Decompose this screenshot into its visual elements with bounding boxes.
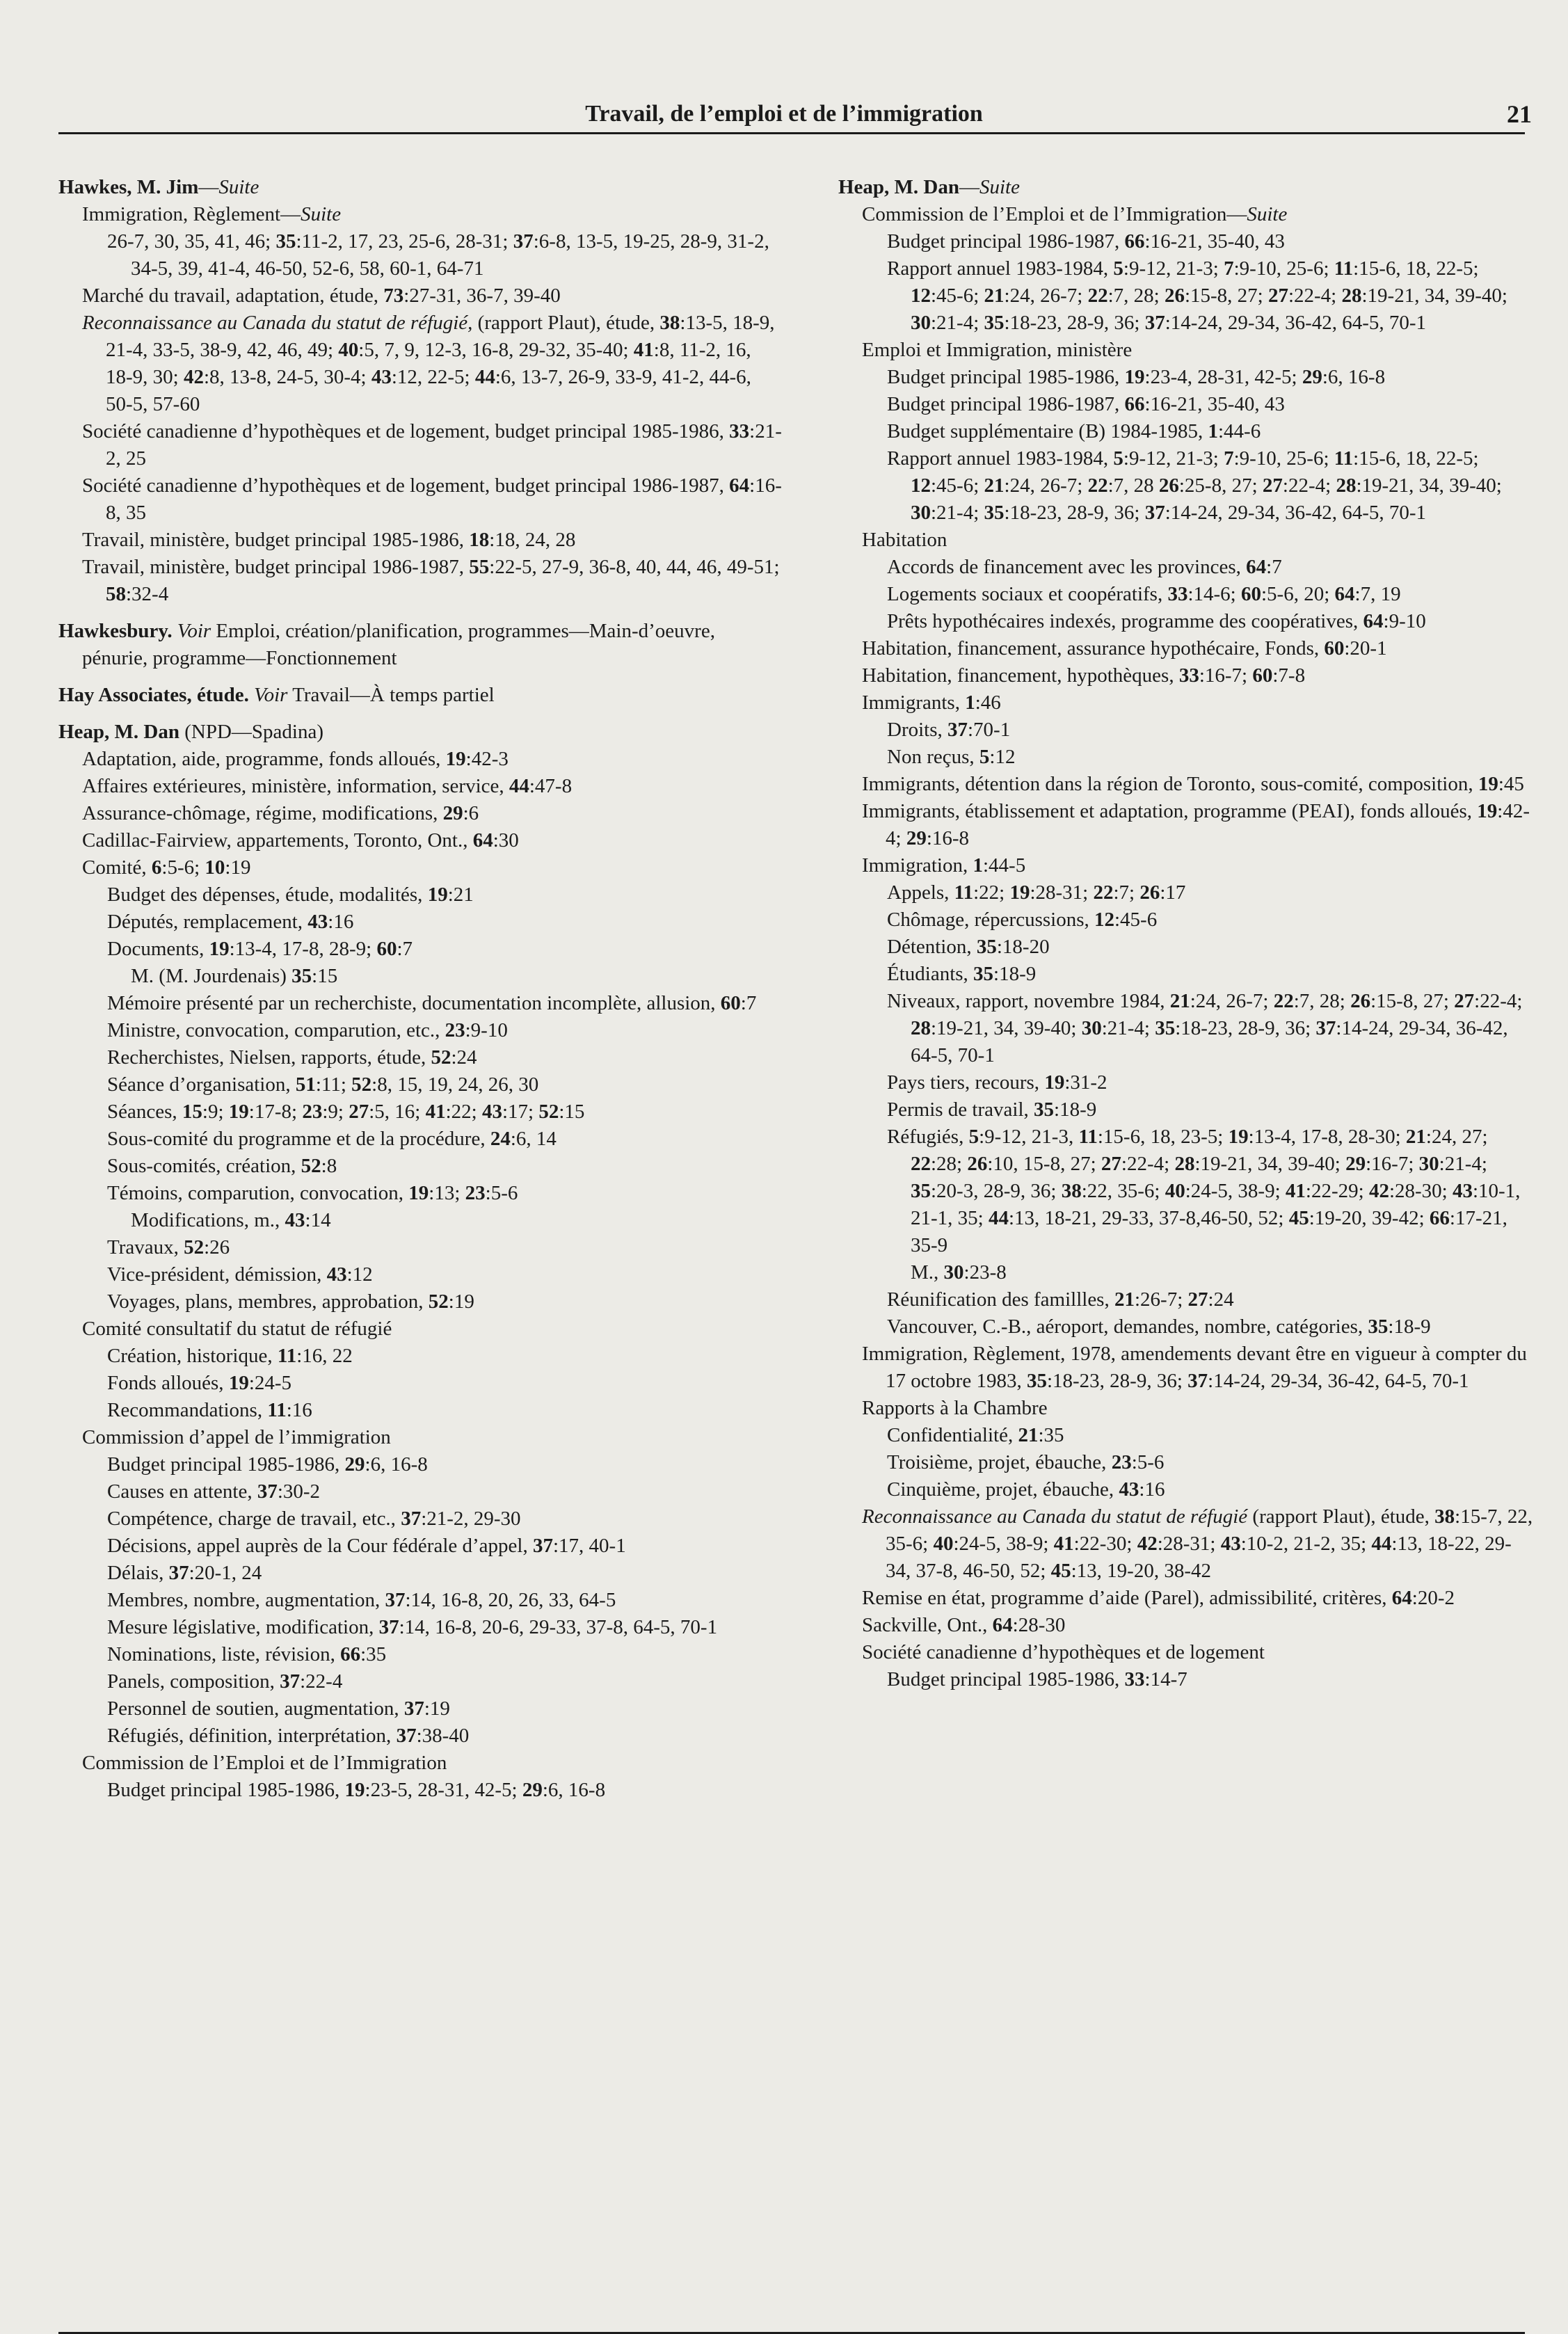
index-entry: Personnel de soutien, augmentation, 37:19 <box>107 1697 450 1720</box>
index-entry: Troisième, projet, ébauche, 23:5-6 <box>887 1451 1165 1473</box>
index-entry: Rapport annuel 1983-1984, 5:9-12, 21-3; 7:9-10, 25-6; 11:15-6, 18, 22-5; 12:45-6; 21:24, 26-7; 22:7, 28; 26:15-8, 27; 27:22-4; 28:19-21, 34, 39-40; 30:21-4; 35:18-23, 28-9, 36; 37:14-24, 29-34, 36-42, 64-5, 70-1 <box>887 257 1513 334</box>
index-entry: Sackville, Ont., 64:28-30 <box>862 1614 1066 1636</box>
running-header-title: Travail, de l’emploi et de l’immigration <box>585 101 983 127</box>
index-entry: Habitation <box>862 529 947 551</box>
index-entry: Habitation, financement, assurance hypothécaire, Fonds, 60:20-1 <box>862 637 1387 660</box>
index-entry: Commission de l’Emploi et de l’Immigration—Suite <box>862 203 1288 225</box>
index-entry: Vice-président, démission, 43:12 <box>107 1263 373 1286</box>
index-entry: Logements sociaux et coopératifs, 33:14-6; 60:5-6, 20; 64:7, 19 <box>887 583 1401 605</box>
index-entry: Société canadienne d’hypothèques et de logement <box>862 1641 1265 1663</box>
index-entry: Budget des dépenses, étude, modalités, 19:21 <box>107 884 474 906</box>
index-entry: Immigrants, 1:46 <box>862 692 1001 714</box>
index-heading: Hay Associates, étude. Voir Travail—À temps partiel <box>58 684 495 706</box>
index-entry: Panels, composition, 37:22-4 <box>107 1670 343 1693</box>
index-entry: Non reçus, 5:12 <box>887 746 1016 768</box>
index-entry: M. (M. Jourdenais) 35:15 <box>131 965 338 987</box>
index-entry: Séances, 15:9; 19:17-8; 23:9; 27:5, 16; 41:22; 43:17; 52:15 <box>107 1101 585 1123</box>
index-entry: Société canadienne d’hypothèques et de logement, budget principal 1985-1986, 33:21-2, 25 <box>82 420 782 470</box>
index-heading: Heap, M. Dan (NPD—Spadina) <box>58 721 324 743</box>
index-column-left <box>58 174 785 1804</box>
index-entry: Budget principal 1986-1987, 66:16-21, 35-40, 43 <box>887 393 1285 415</box>
index-entry: Séance d’organisation, 51:11; 52:8, 15, 19, 24, 26, 30 <box>107 1073 539 1096</box>
index-entry: Réfugiés, 5:9-12, 21-3, 11:15-6, 18, 23-5; 19:13-4, 17-8, 28-30; 21:24, 27; 22:28; 26:10, 15-8, 27; 27:22-4; 28:19-21, 34, 39-40; 29:16-7; 30:21-4; 35:20-3, 28-9, 36; 38:22, 35-6; 40:24-5, 38-9; 41:22-29; 42:28-30; 43:10-1, 21-1, 35; 44:13, 18-21, 29-33, 37-8,46-50, 52; 45:19-20, 39-42; 66:17-21, 35-9 <box>887 1126 1526 1256</box>
index-entry: Droits, 37:70-1 <box>887 719 1011 741</box>
index-entry: Immigrants, établissement et adaptation, programme (PEAI), fonds alloués, 19:42-4; 29:16-8 <box>862 800 1530 849</box>
index-entry: Permis de travail, 35:18-9 <box>887 1098 1097 1121</box>
index-entry: Recommandations, 11:16 <box>107 1399 312 1421</box>
index-entry: Réfugiés, définition, interprétation, 37:38-40 <box>107 1725 470 1747</box>
index-entry: Budget supplémentaire (B) 1984-1985, 1:44-6 <box>887 420 1261 442</box>
header-rule <box>58 132 1525 134</box>
index-entry: Immigration, Règlement, 1978, amendements devant être en vigueur à compter du 17 octobre 1983, 35:18-23, 28-9, 36; 37:14-24, 29-34, 36-42, 64-5, 70-1 <box>862 1343 1533 1392</box>
index-entry: Documents, 19:13-4, 17-8, 28-9; 60:7 <box>107 938 413 960</box>
index-entry: Assurance-chômage, régime, modifications, 29:6 <box>82 802 479 824</box>
index-entry: Vancouver, C.-B., aéroport, demandes, nombre, catégories, 35:18-9 <box>887 1316 1431 1338</box>
index-entry: Niveaux, rapport, novembre 1984, 21:24, 26-7; 22:7, 28; 26:15-8, 27; 27:22-4; 28:19-21, 34, 39-40; 30:21-4; 35:18-23, 28-9, 36; 37:14-24, 29-34, 36-42, 64-5, 70-1 <box>887 990 1528 1066</box>
index-entry: Affaires extérieures, ministère, information, service, 44:47-8 <box>82 775 573 797</box>
index-entry: Membres, nombre, augmentation, 37:14, 16-8, 20, 26, 33, 64-5 <box>107 1589 616 1611</box>
index-entry: Travaux, 52:26 <box>107 1236 230 1258</box>
index-entry: Immigrants, détention dans la région de Toronto, sous-comité, composition, 19:45 <box>862 773 1524 795</box>
index-entry: Cinquième, projet, ébauche, 43:16 <box>887 1478 1165 1501</box>
index-entry: Comité consultatif du statut de réfugié <box>82 1318 392 1340</box>
index-entry: Mesure législative, modification, 37:14, 16-8, 20-6, 29-33, 37-8, 64-5, 70-1 <box>107 1616 718 1638</box>
index-entry: Sous-comité du programme et de la procédure, 24:6, 14 <box>107 1128 557 1150</box>
index-entry: Confidentialité, 21:35 <box>887 1424 1064 1446</box>
index-entry: Accords de financement avec les provinces, 64:7 <box>887 556 1282 578</box>
index-entry: Pays tiers, recours, 19:31-2 <box>887 1071 1107 1094</box>
index-entry: Appels, 11:22; 19:28-31; 22:7; 26:17 <box>887 881 1186 904</box>
index-entry: M., 30:23-8 <box>911 1261 1007 1284</box>
index-entry: Budget principal 1986-1987, 66:16-21, 35-40, 43 <box>887 230 1285 253</box>
index-entry: 26-7, 30, 35, 41, 46; 35:11-2, 17, 23, 25-6, 28-31; 37:6-8, 13-5, 19-25, 28-9, 31-2, 34-5, 39, 41-4, 46-50, 52-6, 58, 60-1, 64-71 <box>107 230 775 280</box>
index-heading: Hawkesbury. Voir Emploi, création/planification, programmes—Main-d’oeuvre, pénurie, programme—Fonctionnement <box>58 620 721 669</box>
index-entry: Témoins, comparution, convocation, 19:13; 23:5-6 <box>107 1182 518 1204</box>
index-entry: Création, historique, 11:16, 22 <box>107 1345 353 1367</box>
index-entry: Détention, 35:18-20 <box>887 936 1050 958</box>
index-entry: Nominations, liste, révision, 66:35 <box>107 1643 387 1665</box>
page-number: 21 <box>1507 100 1532 128</box>
index-entry: Reconnaissance au Canada du statut de réfugié, (rapport Plaut), étude, 38:13-5, 18-9, 21-4, 33-5, 38-9, 42, 46, 49; 40:5, 7, 9, 12-3, 16-8, 29-32, 35-40; 41:8, 11-2, 16, 18-9, 30; 42:8, 13-8, 24-5, 30-4; 43:12, 22-5; 44:6, 13-7, 26-9, 33-9, 41-2, 44-6, 50-5, 57-60 <box>82 312 780 415</box>
index-entry: Voyages, plans, membres, approbation, 52:19 <box>107 1290 474 1313</box>
index-entry: Commission de l’Emploi et de l’Immigration <box>82 1752 447 1774</box>
index-entry: Reconnaissance au Canada du statut de réfugié (rapport Plaut), étude, 38:15-7, 22, 35-6; 40:24-5, 38-9; 41:22-30; 42:28-31; 43:10-2, 21-2, 35; 44:13, 18-22, 29-34, 37-8, 46-50, 52; 45:13, 19-20, 38-42 <box>862 1505 1538 1582</box>
index-entry: Sous-comités, création, 52:8 <box>107 1155 337 1177</box>
index-entry: Habitation, financement, hypothèques, 33:16-7; 60:7-8 <box>862 664 1306 687</box>
index-heading: Hawkes, M. Jim—Suite <box>58 176 259 198</box>
index-entry: Chômage, répercussions, 12:45-6 <box>887 909 1158 931</box>
index-entry: Réunification des famillles, 21:26-7; 27:24 <box>887 1288 1234 1311</box>
index-column-right <box>838 174 1538 1693</box>
index-entry: Députés, remplacement, 43:16 <box>107 911 354 933</box>
index-entry: Rapports à la Chambre <box>862 1397 1048 1419</box>
index-entry: Commission d’appel de l’immigration <box>82 1426 391 1448</box>
index-heading: Heap, M. Dan—Suite <box>838 176 1020 198</box>
index-entry: Travail, ministère, budget principal 1986-1987, 55:22-5, 27-9, 36-8, 40, 44, 46, 49-51; 58:32-4 <box>82 556 785 605</box>
index-entry: Budget principal 1985-1986, 19:23-5, 28-31, 42-5; 29:6, 16-8 <box>107 1779 606 1801</box>
index-entry: Adaptation, aide, programme, fonds alloués, 19:42-3 <box>82 748 509 770</box>
index-entry: Société canadienne d’hypothèques et de logement, budget principal 1986-1987, 64:16-8, 35 <box>82 474 782 524</box>
index-entry: Délais, 37:20-1, 24 <box>107 1562 262 1584</box>
index-entry: Prêts hypothécaires indexés, programme des coopératives, 64:9-10 <box>887 610 1426 632</box>
index-entry: Budget principal 1985-1986, 29:6, 16-8 <box>107 1453 428 1476</box>
index-entry: Budget principal 1985-1986, 33:14-7 <box>887 1668 1187 1690</box>
index-entry: Modifications, m., 43:14 <box>131 1209 331 1231</box>
index-entry: Travail, ministère, budget principal 1985-1986, 18:18, 24, 28 <box>82 529 576 551</box>
index-entry: Cadillac-Fairview, appartements, Toronto, Ont., 64:30 <box>82 829 519 852</box>
index-entry: Causes en attente, 37:30-2 <box>107 1480 321 1503</box>
index-entry: Mémoire présenté par un recherchiste, documentation incomplète, allusion, 60:7 <box>107 992 757 1014</box>
index-entry: Remise en état, programme d’aide (Parel), admissibilité, critères, 64:20-2 <box>862 1587 1455 1609</box>
index-entry: Emploi et Immigration, ministère <box>862 339 1133 361</box>
index-entry: Rapport annuel 1983-1984, 5:9-12, 21-3; 7:9-10, 25-6; 11:15-6, 18, 22-5; 12:45-6; 21:24, 26-7; 22:7, 28 26:25-8, 27; 27:22-4; 28:19-21, 34, 39-40; 30:21-4; 35:18-23, 28-9, 36; 37:14-24, 29-34, 36-42, 64-5, 70-1 <box>887 447 1507 524</box>
index-entry: Fonds alloués, 19:24-5 <box>107 1372 292 1394</box>
index-entry: Décisions, appel auprès de la Cour fédérale d’appel, 37:17, 40-1 <box>107 1535 626 1557</box>
index-entry: Marché du travail, adaptation, étude, 73:27-31, 36-7, 39-40 <box>82 285 561 307</box>
index-entry: Étudiants, 35:18-9 <box>887 963 1037 985</box>
index-entry: Budget principal 1985-1986, 19:23-4, 28-31, 42-5; 29:6, 16-8 <box>887 366 1386 388</box>
index-entry: Recherchistes, Nielsen, rapports, étude, 52:24 <box>107 1046 477 1069</box>
index-entry: Compétence, charge de travail, etc., 37:21-2, 29-30 <box>107 1508 521 1530</box>
index-entry: Immigration, Règlement—Suite <box>82 203 342 225</box>
index-entry: Ministre, convocation, comparution, etc., 23:9-10 <box>107 1019 508 1041</box>
index-entry: Comité, 6:5-6; 10:19 <box>82 856 251 879</box>
index-entry: Immigration, 1:44-5 <box>862 854 1026 877</box>
